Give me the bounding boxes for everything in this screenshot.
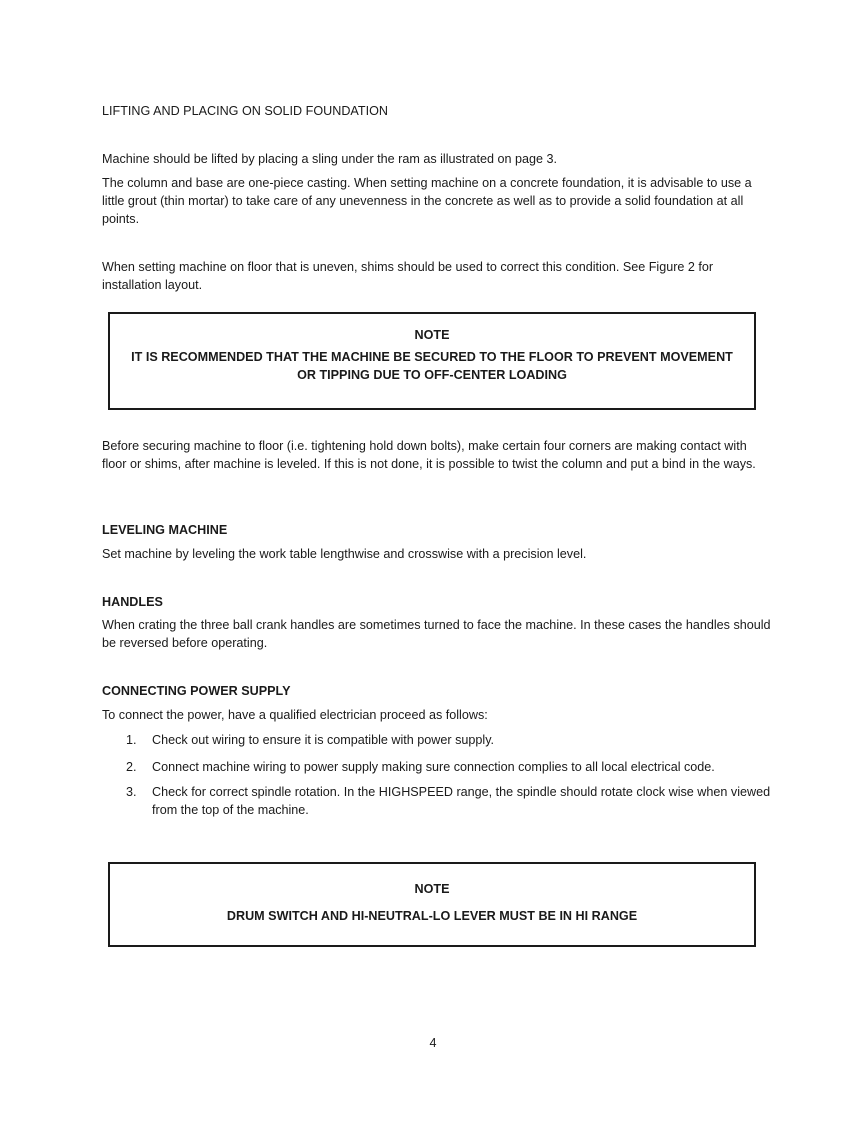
note-text: DRUM SWITCH AND HI-NEUTRAL-LO LEVER MUST BE IN HI RANGE <box>226 909 638 923</box>
paragraph-foundation: The column and base are one-piece casting. When setting machine on a concrete foundation, it is advisable to use a little grout (thin mortar) to take care of any unevenness in the concrete as well as to provide a solid foundation at all points. <box>102 176 752 226</box>
note-title: NOTE <box>414 328 450 342</box>
heading-leveling: LEVELING MACHINE <box>102 523 228 537</box>
heading-handles: HANDLES <box>102 595 163 609</box>
list-number: 3. <box>126 785 137 799</box>
list-number: 1. <box>126 733 137 747</box>
list-text: Check for correct spindle rotation. In the HIGHSPEED range, the spindle should rotate clock wise when viewed from the top of the machine. <box>152 785 771 817</box>
paragraph-leveling: Set machine by leveling the work table lengthwise and crosswise with a precision level. <box>102 547 587 561</box>
note-title: NOTE <box>414 882 450 896</box>
paragraph-lifting: Machine should be lifted by placing a sling under the ram as illustrated on page 3. <box>102 152 558 166</box>
note-box-drum-switch <box>108 862 756 947</box>
paragraph-uneven-floor: When setting machine on floor that is uneven, shims should be used to correct this condition. See Figure 2 for installation layout. <box>102 260 714 292</box>
section-title: LIFTING AND PLACING ON SOLID FOUNDATION <box>102 104 388 118</box>
list-text: Check out wiring to ensure it is compatible with power supply. <box>152 733 495 747</box>
heading-power-supply: CONNECTING POWER SUPPLY <box>102 684 291 698</box>
list-number: 2. <box>126 760 137 774</box>
page-number: 4 <box>429 1036 437 1050</box>
note-box-securing <box>108 312 756 410</box>
paragraph-handles: When crating the three ball crank handles are sometimes turned to face the machine. In these cases the handles should be reversed before operating. <box>102 618 771 650</box>
paragraph-power-intro: To connect the power, have a qualified electrician proceed as follows: <box>102 708 488 722</box>
note-text: IT IS RECOMMENDED THAT THE MACHINE BE SECURED TO THE FLOOR TO PREVENT MOVEMENT OR TIPPING DUE TO OFF-CENTER LOADING <box>131 350 733 382</box>
list-text: Connect machine wiring to power supply making sure connection complies to all local electrical code. <box>152 760 715 774</box>
paragraph-securing: Before securing machine to floor (i.e. tightening hold down bolts), make certain four corners are making contact with floor or shims, after machine is leveled. If this is not done, it is possible to twist the column and put a bind in the ways. <box>102 439 756 471</box>
